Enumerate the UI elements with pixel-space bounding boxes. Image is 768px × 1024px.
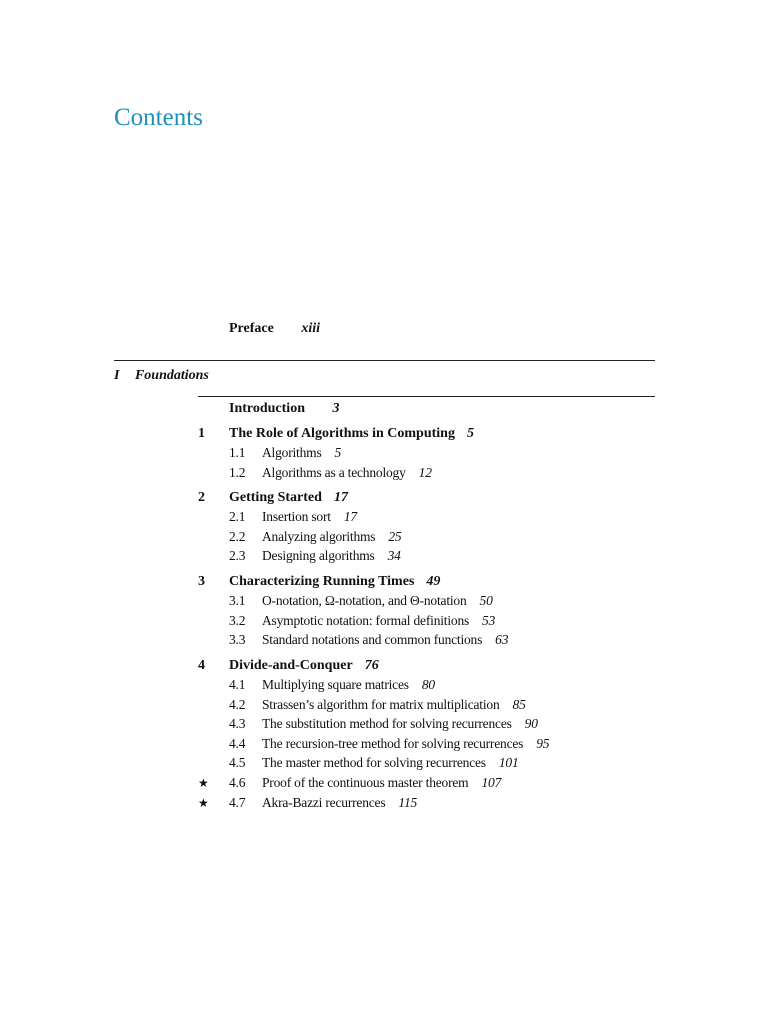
introduction-entry[interactable] <box>229 401 339 417</box>
chapter-number: 1 <box>198 426 205 441</box>
section-entry[interactable] <box>229 548 401 564</box>
section-number: 4.6 <box>229 775 246 790</box>
section-title: O-notation, Ω-notation, and Θ-notation <box>262 593 467 608</box>
section-number: 1.1 <box>229 445 246 460</box>
section-title: Proof of the continuous master theorem <box>262 775 469 790</box>
section-number: 4.5 <box>229 755 246 771</box>
section-number: 4.1 <box>229 677 246 692</box>
section-entry[interactable] <box>229 795 417 811</box>
introduction-page: 3 <box>332 401 340 416</box>
chapter-entry[interactable] <box>198 426 474 442</box>
section-page: 107 <box>481 775 502 790</box>
section-page: 85 <box>512 696 526 712</box>
section-title: The substitution method for solving recurrences <box>262 716 512 732</box>
introduction-label: Introduction <box>229 401 305 416</box>
section-page: 12 <box>418 464 432 480</box>
section-number: 3.3 <box>229 632 246 648</box>
section-page: 101 <box>498 755 519 771</box>
section-title: Designing algorithms <box>262 548 375 564</box>
section-page: 53 <box>482 612 496 628</box>
preface-label: Preface <box>229 321 274 336</box>
section-number: 4.4 <box>229 735 246 751</box>
chapter-title: Divide-and-Conquer <box>229 658 353 673</box>
part-rule-top <box>114 360 655 361</box>
section-page: 34 <box>387 548 401 564</box>
section-number: 3.1 <box>229 593 246 608</box>
section-title: Akra-Bazzi recurrences <box>262 794 386 810</box>
section-entry[interactable] <box>229 529 401 545</box>
chapter-entry[interactable] <box>198 658 379 674</box>
section-page: 80 <box>421 677 435 692</box>
chapter-page: 49 <box>426 574 441 589</box>
chapter-page: 5 <box>466 426 474 441</box>
section-entry[interactable] <box>229 677 435 693</box>
chapter-title: Getting Started <box>229 490 322 505</box>
section-title: Analyzing algorithms <box>262 528 376 544</box>
section-title: The master method for solving recurrences <box>262 755 486 771</box>
page-title: Contents <box>114 104 203 131</box>
section-page: 95 <box>536 735 550 751</box>
section-page: 5 <box>334 445 342 460</box>
section-entry[interactable] <box>229 632 508 648</box>
starred-section-icon: ★ <box>198 795 209 810</box>
section-title: Algorithms <box>262 445 322 460</box>
section-title: Strassen’s algorithm for matrix multiplication <box>262 696 500 712</box>
part-heading[interactable] <box>114 368 209 384</box>
chapter-number: 4 <box>198 658 205 673</box>
section-number: 2.2 <box>229 528 246 544</box>
section-entry[interactable] <box>229 736 549 752</box>
chapter-entry[interactable] <box>198 490 348 506</box>
section-page: 90 <box>524 716 538 732</box>
section-number: 3.2 <box>229 612 246 628</box>
section-number: 2.3 <box>229 548 246 564</box>
section-title: Insertion sort <box>262 509 331 524</box>
section-entry[interactable] <box>229 697 526 713</box>
chapter-title: The Role of Algorithms in Computing <box>229 426 455 441</box>
part-title: Foundations <box>134 368 209 383</box>
section-title: Multiplying square matrices <box>262 677 409 692</box>
section-entry[interactable] <box>229 509 357 525</box>
section-entry[interactable] <box>229 755 519 771</box>
section-entry[interactable] <box>229 445 341 461</box>
section-number: 4.7 <box>229 794 246 810</box>
section-page: 115 <box>398 794 418 810</box>
section-page: 63 <box>495 632 509 648</box>
section-entry[interactable] <box>229 593 493 609</box>
section-number: 4.2 <box>229 696 246 712</box>
section-title: Standard notations and common functions <box>262 632 483 648</box>
starred-section-icon: ★ <box>198 776 209 790</box>
section-page: 50 <box>479 593 493 608</box>
section-title: Algorithms as a technology <box>262 464 406 480</box>
section-number: 1.2 <box>229 464 246 480</box>
section-number: 2.1 <box>229 509 246 524</box>
part-number: I <box>114 368 120 383</box>
section-page: 17 <box>343 509 357 524</box>
preface-entry[interactable] <box>229 321 320 337</box>
section-title: The recursion-tree method for solving recurrences <box>262 735 524 751</box>
chapter-number: 2 <box>198 490 205 505</box>
section-entry[interactable] <box>229 613 495 629</box>
section-entry[interactable] <box>229 775 501 791</box>
chapter-title: Characterizing Running Times <box>229 574 415 589</box>
section-entry[interactable] <box>229 716 538 732</box>
section-number: 4.3 <box>229 716 246 732</box>
chapter-page: 17 <box>333 490 348 505</box>
section-title: Asymptotic notation: formal definitions <box>262 612 470 628</box>
section-entry[interactable] <box>229 465 432 481</box>
section-page: 25 <box>388 528 402 544</box>
preface-page: xiii <box>301 321 320 336</box>
chapter-page: 76 <box>364 658 379 673</box>
part-rule-bottom <box>198 396 655 397</box>
chapter-entry[interactable] <box>198 574 440 590</box>
chapter-number: 3 <box>198 574 205 589</box>
